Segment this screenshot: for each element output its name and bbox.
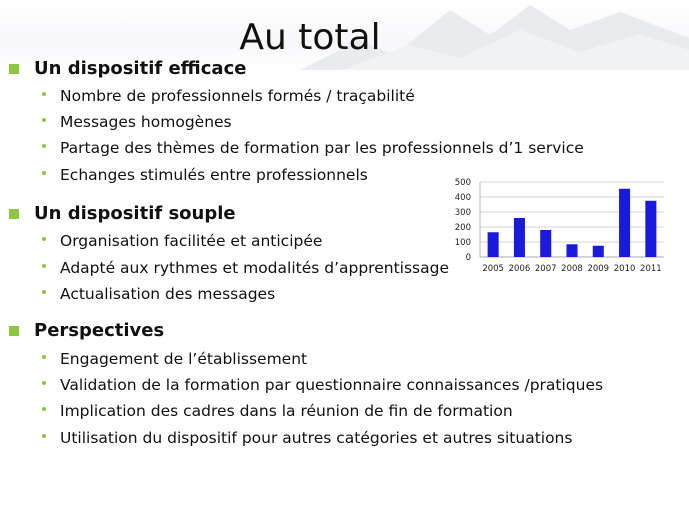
bar-chart	[448, 176, 673, 282]
section-heading-perspectives: Perspectives	[34, 320, 165, 341]
bullet-dot	[42, 434, 46, 438]
bar-2009	[593, 246, 604, 257]
bar-2008	[566, 244, 577, 257]
section-bullet-square	[9, 209, 19, 219]
bar-2007	[540, 230, 551, 257]
list-item: Messages homogènes	[60, 113, 232, 131]
x-tick-label: 2005	[482, 264, 504, 274]
bullet-dot	[42, 355, 46, 359]
bullet-dot	[42, 264, 46, 268]
bar-2011	[645, 201, 656, 257]
bullet-dot	[42, 144, 46, 148]
section-heading-efficace: Un dispositif efficace	[34, 58, 247, 79]
list-item: Adapté aux rythmes et modalités d’apprentissage	[60, 259, 449, 277]
y-tick-label: 300	[454, 208, 471, 218]
bullet-dot	[42, 171, 46, 175]
list-item: Organisation facilitée et anticipée	[60, 232, 323, 250]
list-item: Echanges stimulés entre professionnels	[60, 166, 368, 184]
list-item: Engagement de l’établissement	[60, 350, 308, 368]
list-item: Validation de la formation par questionnaire connaissances /pratiques	[60, 376, 604, 394]
x-tick-label: 2010	[613, 264, 636, 274]
x-tick-label: 2011	[640, 264, 662, 274]
y-tick-label: 100	[454, 238, 471, 248]
y-tick-label: 500	[454, 178, 471, 188]
bullet-dot	[42, 290, 46, 294]
bullet-dot	[42, 407, 46, 411]
slide-title: Au total	[239, 17, 381, 58]
bar-2005	[488, 232, 499, 257]
bar-2010	[619, 189, 630, 257]
section-bullet-square	[9, 64, 19, 74]
list-item: Partage des thèmes de formation par les professionnels d’1 service	[60, 139, 584, 157]
list-item: Implication des cadres dans la réunion de fin de formation	[60, 402, 513, 420]
list-item: Nombre de professionnels formés / traçabilité	[60, 87, 415, 105]
list-item: Actualisation des messages	[60, 285, 276, 303]
y-tick-label: 200	[454, 223, 471, 233]
y-tick-label: 400	[454, 193, 471, 203]
section-heading-souple: Un dispositif souple	[34, 203, 236, 224]
bullet-dot	[42, 237, 46, 241]
section-bullet-square	[9, 326, 19, 336]
x-tick-label: 2008	[561, 264, 583, 274]
bullet-dot	[42, 92, 46, 96]
bar-2006	[514, 218, 525, 257]
bullet-dot	[42, 381, 46, 385]
list-item: Utilisation du dispositif pour autres catégories et autres situations	[60, 429, 573, 447]
bullet-dot	[42, 118, 46, 122]
x-tick-label: 2007	[534, 264, 557, 274]
x-tick-label: 2009	[587, 264, 610, 274]
y-tick-label: 0	[465, 253, 471, 263]
x-tick-label: 2006	[508, 264, 531, 274]
